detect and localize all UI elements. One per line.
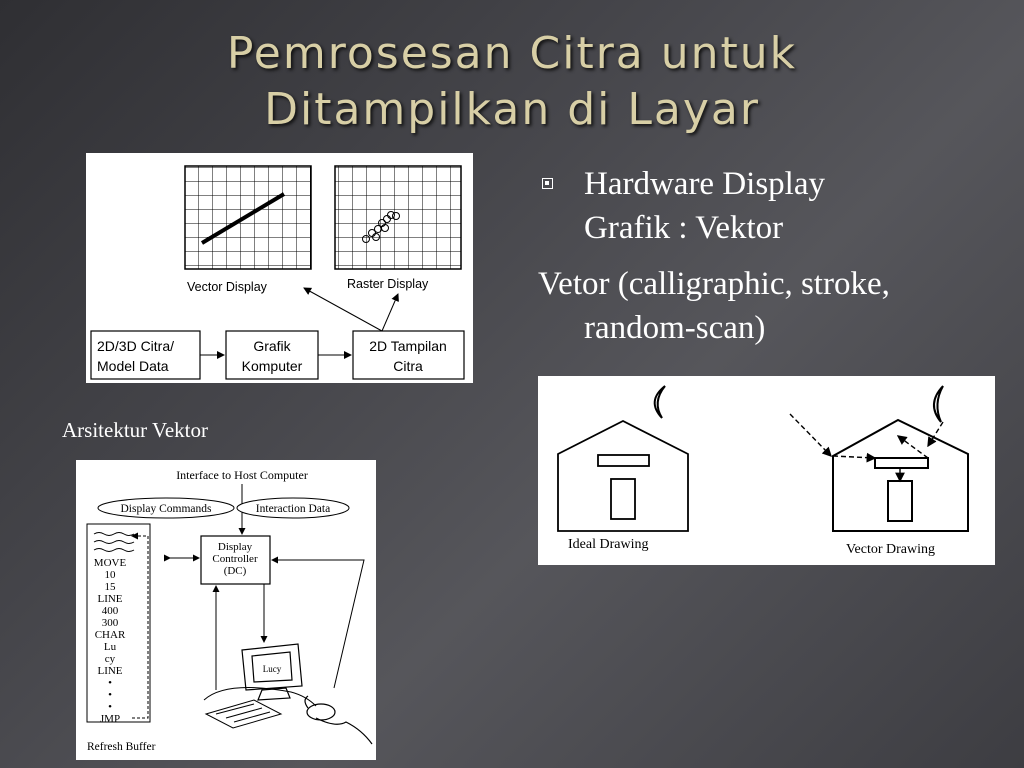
- buffer-item: 15: [104, 581, 116, 593]
- buffer-item: MOVE: [93, 557, 127, 569]
- bullet-list: [538, 162, 1008, 350]
- interaction-data-label: Interaction Data: [255, 503, 331, 515]
- architecture-svg: [76, 460, 376, 760]
- ideal-house: [558, 421, 688, 531]
- title-line-2: Ditampilkan di Layar: [264, 84, 760, 135]
- bullet1-line-2: Grafik : Vektor: [584, 210, 784, 246]
- buffer-item: 300: [101, 617, 119, 629]
- buffer-item: •: [108, 677, 112, 689]
- vector-house: [833, 386, 968, 531]
- bullet1-line-1: Hardware Display: [584, 166, 825, 202]
- grafik-komputer-line-2: Komputer: [241, 358, 303, 374]
- dc-line-1: Display: [217, 541, 253, 553]
- vector-raster-svg: [86, 153, 473, 383]
- vector-drawing-label: Vector Drawing: [846, 542, 936, 557]
- refresh-buffer-box: [87, 524, 150, 722]
- model-data-line-2: Model Data: [97, 358, 169, 374]
- monitor-screen-text: Lucy: [262, 664, 282, 674]
- interface-label: Interface to Host Computer: [176, 468, 308, 482]
- vector-display-label: Vector Display: [187, 280, 267, 294]
- vector-raster-diagram: [86, 153, 473, 383]
- arrow-to-raster: [382, 294, 398, 331]
- tampilan-citra-line-2: Citra: [393, 358, 423, 374]
- refresh-buffer-label: Refresh Buffer: [87, 741, 156, 753]
- buffer-item: 400: [101, 605, 119, 617]
- buffer-item: Lu: [103, 641, 117, 653]
- buffer-item: LINE: [97, 593, 123, 605]
- vector-beam-path: [790, 414, 943, 481]
- vector-architecture-diagram: [76, 460, 376, 760]
- ideal-door: [611, 479, 635, 519]
- figure-caption: Arsitektur Vektor: [62, 418, 209, 442]
- buffer-item: •: [108, 701, 112, 713]
- buffer-item: cy: [104, 653, 116, 665]
- raster-display-label: Raster Display: [347, 277, 429, 291]
- buffer-item: JMP: [99, 713, 121, 725]
- square-bullet-icon: [542, 178, 553, 189]
- buffer-item: •: [108, 689, 112, 701]
- display-commands-label: Display Commands: [120, 503, 212, 515]
- buffer-item: LINE: [97, 665, 123, 677]
- dc-line-3: (DC): [223, 565, 247, 577]
- slide-title: [0, 26, 1024, 138]
- buffer-item: 10: [104, 569, 116, 581]
- dc-line-2: Controller: [212, 553, 258, 565]
- tampilan-citra-line-1: 2D Tampilan: [369, 338, 447, 354]
- raster-grid: [335, 166, 461, 269]
- ideal-vector-drawing: [538, 376, 995, 565]
- keyboard-icon: [206, 700, 281, 728]
- title-line-1: Pemrosesan Citra untuk: [226, 28, 798, 79]
- ideal-window: [598, 455, 649, 466]
- bullet-item-hardware: [538, 162, 1008, 250]
- grafik-komputer-line-1: Grafik: [253, 338, 291, 354]
- buffer-item: CHAR: [94, 629, 126, 641]
- model-data-line-1: 2D/3D Citra/: [97, 338, 175, 354]
- ideal-moon: [655, 386, 665, 418]
- arrow-to-vector: [304, 288, 382, 331]
- hand-icon: [305, 696, 372, 744]
- ideal-drawing-label: Ideal Drawing: [568, 537, 649, 552]
- drawing-comparison-svg: [538, 376, 995, 565]
- bullet-item-vetor: Vetor (calligraphic, stroke, random-scan): [538, 266, 890, 346]
